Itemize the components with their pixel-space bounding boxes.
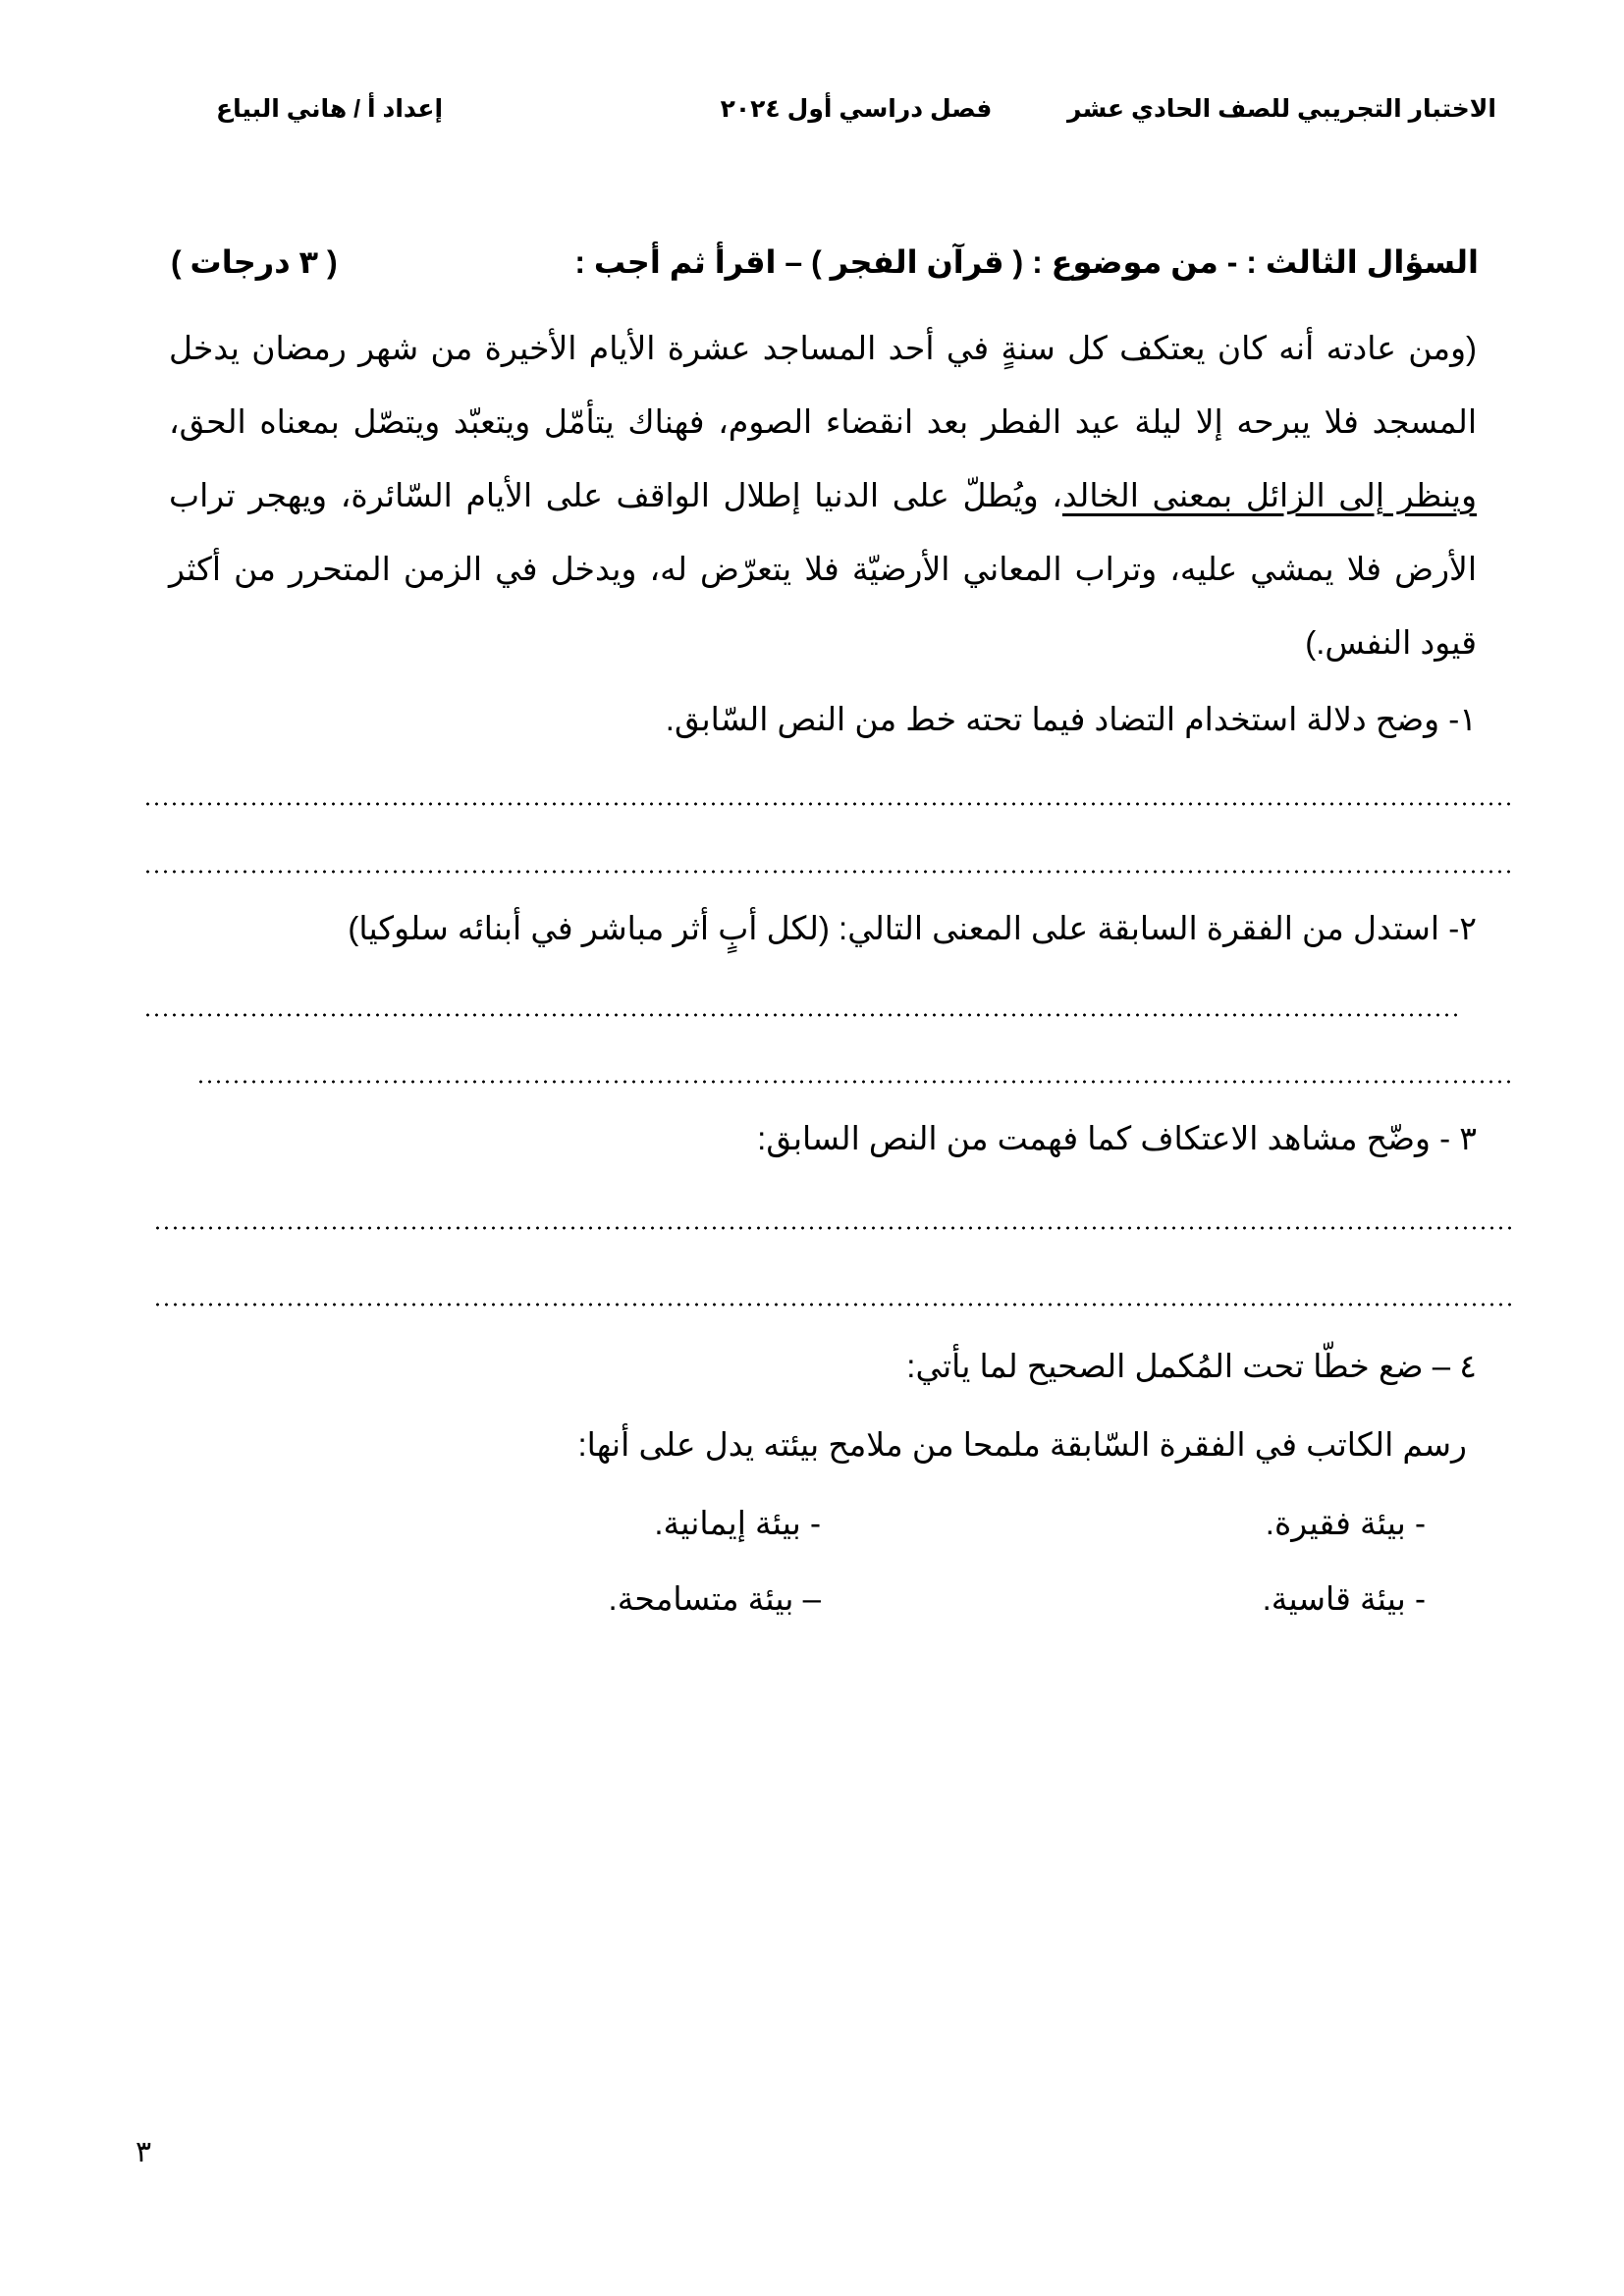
reading-passage — [169, 311, 1477, 679]
answer-line-2a[interactable] — [143, 1013, 1459, 1017]
question-4: ٤ – ضع خطّا تحت المُكمل الصحيح لما يأتي: — [906, 1348, 1477, 1384]
option-faithful-environment[interactable]: - بيئة إيمانية. — [654, 1505, 821, 1541]
answer-line-2b[interactable] — [196, 1080, 1516, 1084]
question-1: ١- وضح دلالة استخدام التضاد فيما تحته خط من النص السّابق. — [665, 701, 1477, 737]
passage-underlined-phrase: وينظر إلى الزائل بمعنى الخالد — [1061, 477, 1478, 513]
passage-text-part1: (ومن عادته أنه كان يعتكف كل سنةٍ في أحد المساجد عشرة الأيام الأخيرة من شهر رمضان يدخل المسجد فلا يبرحه إلا ليلة عيد الفطر بعد انقضاء الصوم، فهناك يتأمّل ويتعبّد ويتصّل بمعناه الحق، — [169, 330, 1477, 440]
header-author: إعداد أ / هاني البياع — [216, 95, 444, 123]
page-number: ٣ — [135, 2136, 152, 2168]
question-4-stem: رسم الكاتب في الفقرة السّابقة ملمحا من ملامح بيئته يدل على أنها: — [577, 1426, 1467, 1463]
passage-text-part2: ، ويُطلّ على الدنيا إطلال الواقف على الأيام السّائرة، ويهجر تراب الأرض فلا يمشي عليه، وتراب المعاني الأرضيّة فلا يتعرّض له، ويدخل في الزمن المتحرر من أكثر قيود النفس.) — [169, 477, 1477, 661]
answer-line-3a[interactable] — [153, 1226, 1516, 1230]
question-title-row — [171, 243, 1479, 289]
question-2: ٢- استدل من الفقرة السابقة على المعنى التالي: (لكل أبٍ أثر مباشر في أبنائه سلوكيا) — [348, 910, 1477, 946]
question-3: ٣ - وضّح مشاهد الاعتكاف كما فهمت من النص السابق: — [757, 1120, 1477, 1156]
page-header — [216, 94, 1496, 133]
header-exam-title: الاختبار التجريبي للصف الحادي عشر — [1067, 95, 1496, 123]
question-grade: ( ٣ درجات ) — [171, 244, 338, 280]
answer-line-1b[interactable] — [143, 870, 1516, 874]
answer-line-1a[interactable] — [143, 802, 1516, 806]
option-tolerant-environment[interactable]: – بيئة متسامحة. — [608, 1580, 821, 1617]
question-title: السؤال الثالث : - من موضوع : ( قرآن الفجر ) – اقرأ ثم أجب : — [574, 244, 1479, 280]
header-semester: فصل دراسي أول ٢٠٢٤ — [720, 95, 993, 123]
answer-line-3b[interactable] — [153, 1303, 1516, 1307]
option-harsh-environment[interactable]: - بيئة قاسية. — [1262, 1580, 1426, 1617]
option-poor-environment[interactable]: - بيئة فقيرة. — [1265, 1505, 1426, 1541]
